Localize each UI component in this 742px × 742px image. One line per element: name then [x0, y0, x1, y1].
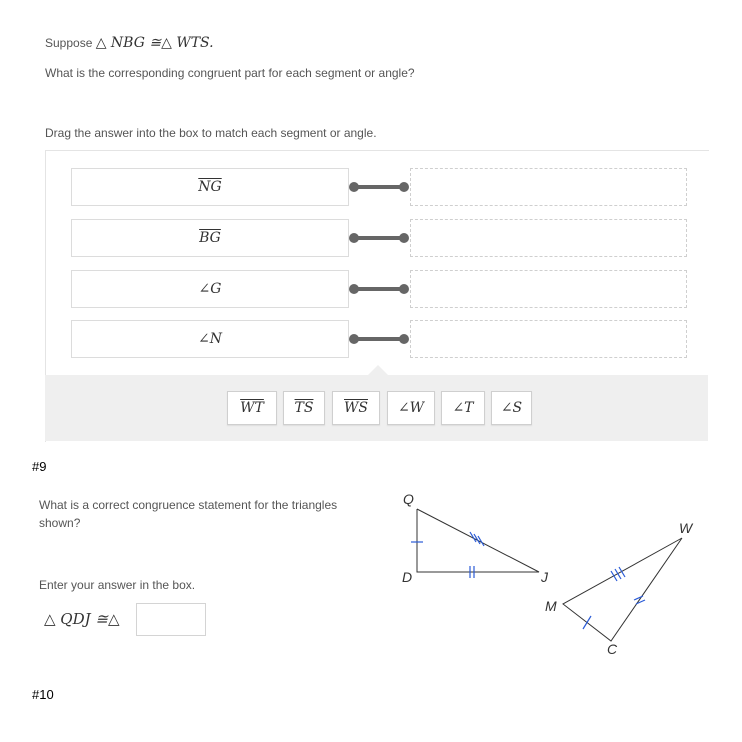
choice-chip-angle-w[interactable]: ∠W [387, 391, 435, 425]
congruence-prefix: △ QDJ ≅△ [44, 610, 120, 628]
triangle-wmc [563, 538, 682, 641]
vertex-label-q: Q [403, 491, 414, 507]
question-text-line2: shown? [39, 516, 81, 530]
question-text: What is the corresponding congruent part for each segment or angle? [45, 66, 415, 80]
tray-pointer [368, 365, 388, 375]
suppose-label: Suppose [45, 36, 93, 50]
answer-input[interactable] [136, 603, 206, 636]
connector-icon [349, 232, 409, 244]
drop-zone-angle-g[interactable] [410, 270, 687, 308]
vertex-label-w: W [679, 520, 693, 536]
vertex-label-d: D [402, 569, 413, 585]
question-number: #10 [32, 687, 54, 702]
match-item-bg [71, 219, 349, 257]
choice-chip-angle-s[interactable]: ∠S [491, 391, 532, 425]
answer-instruction: Enter your answer in the box. [39, 578, 196, 592]
congruence-prompt [45, 35, 214, 51]
choice-chip-ws[interactable]: $\overline{WS}$ [332, 391, 380, 425]
question-text-line1: What is a correct congruence statement for the triangles [39, 498, 338, 512]
match-item-angle-g [71, 270, 349, 308]
match-item-angle-n [71, 320, 349, 358]
connector-icon [349, 181, 409, 193]
connector-icon [349, 283, 409, 295]
triangle-qdj [411, 509, 539, 578]
drop-zone-angle-n[interactable] [410, 320, 687, 358]
choice-chip-ts[interactable]: $\overline{TS}$ [283, 391, 325, 425]
choice-chip-wt[interactable]: $\overline{WT}$ [227, 391, 277, 425]
item-label: $\overline{NG}$ [198, 179, 222, 195]
vertex-label-m: M [545, 598, 557, 614]
triangles-diagram [390, 485, 710, 660]
congruence-statement: △ NBG ≅△ WTS. [95, 35, 214, 51]
item-label: ∠G [198, 281, 222, 297]
item-label: ∠N [198, 331, 222, 347]
item-label: $\overline{BG}$ [199, 230, 221, 246]
choice-chip-angle-t[interactable]: ∠T [441, 391, 485, 425]
match-item-ng [71, 168, 349, 206]
drop-zone-bg[interactable] [410, 219, 687, 257]
drop-zone-ng[interactable] [410, 168, 687, 206]
question-number: #9 [32, 459, 47, 474]
connector-icon [349, 333, 409, 345]
vertex-label-j: J [541, 569, 548, 585]
vertex-label-c: C [607, 641, 618, 657]
drag-instruction: Drag the answer into the box to match each segment or angle. [45, 126, 377, 140]
